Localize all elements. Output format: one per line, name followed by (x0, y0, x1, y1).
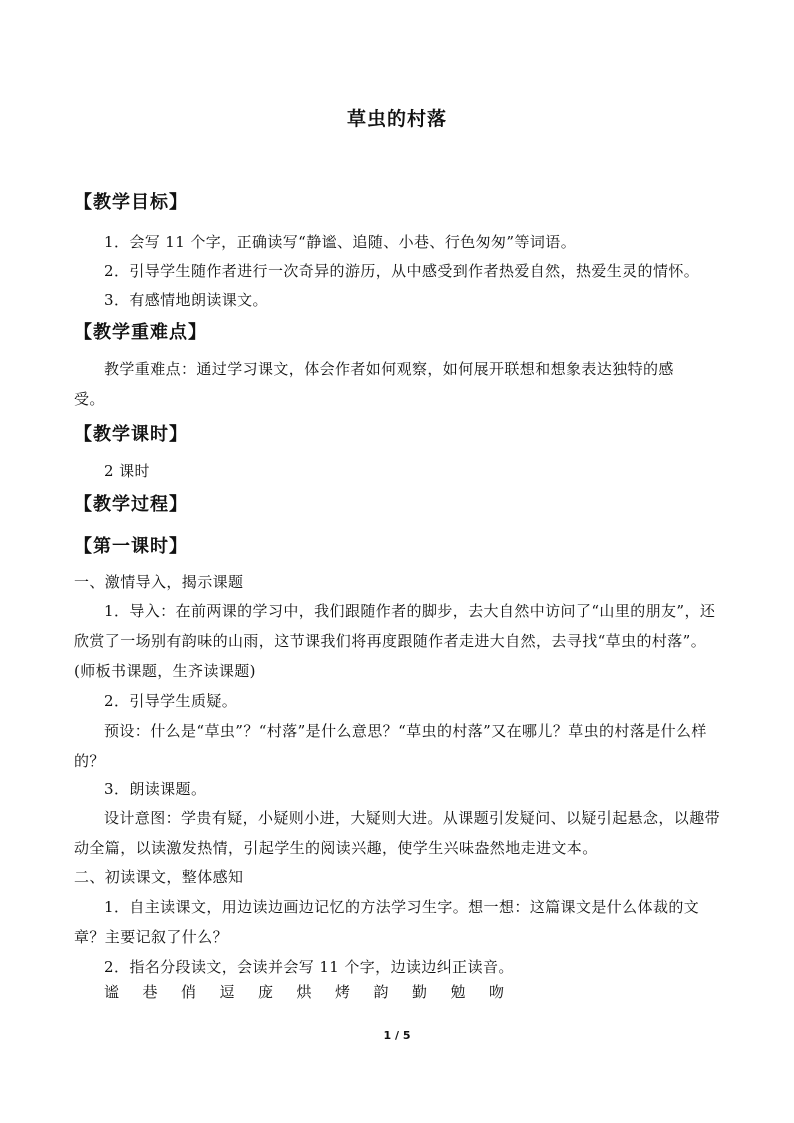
paragraph-intro: 1．导入：在前两课的学习中，我们跟随作者的脚步，去大自然中访问了“山里的朋友”，还欣赏了一场别有韵味的山雨，这节课我们将再度跟随作者走进大自然，去寻找“草虫的村落”。(师板书课题，生齐读课题) (74, 602, 716, 680)
key-points-text: 教学重难点：通过学习课文，体会作者如何观察，如何展开联想和想象表达独特的感受。 (74, 360, 674, 408)
hours-heading: 【教学课时】 (74, 424, 188, 445)
character: 勉 (450, 983, 466, 1001)
paragraph-design-intent: 设计意图：学贵有疑，小疑则小进，大疑则大进。从课题引发疑问、以疑引起悬念，以趣带动全篇，以读激发热情，引起学生的阅读兴趣，使学生兴味盎然地走进文本。 (74, 809, 721, 857)
paragraph-question: 2．引导学生质疑。 (104, 692, 238, 710)
character: 巷 (142, 983, 158, 1001)
character: 烤 (335, 983, 351, 1001)
hours-text: 2 课时 (104, 462, 150, 480)
character: 吻 (489, 983, 505, 1001)
character: 谧 (104, 983, 120, 1001)
character: 韵 (373, 983, 389, 1001)
goal-item-1: 1．会写 11 个字，正确读写“静谧、追随、小巷、行色匆匆”等词语。 (104, 233, 577, 251)
paragraph-preset: 预设：什么是“草虫”？“村落”是什么意思？“草虫的村落”又在哪儿？草虫的村落是什么样的？ (74, 722, 707, 770)
key-points-heading: 【教学重难点】 (74, 322, 207, 343)
paragraph-group-read: 2．指名分段读文，会读并会写 11 个字，边读边纠正读音。 (104, 958, 514, 976)
page-number: 1 / 5 (383, 1029, 411, 1042)
character: 庞 (258, 983, 274, 1001)
new-characters-row (104, 981, 528, 1002)
paragraph-read-title: 3．朗读课题。 (104, 780, 207, 798)
goal-item-2: 2．引导学生随作者进行一次奇异的游历，从中感受到作者热爱自然，热爱生灵的情怀。 (104, 262, 700, 280)
part2-title: 二、初读课文，整体感知 (74, 868, 244, 886)
goals-heading: 【教学目标】 (74, 192, 188, 213)
character: 俏 (181, 983, 197, 1001)
first-lesson-heading: 【第一课时】 (74, 536, 188, 557)
character: 勤 (412, 983, 428, 1001)
page-title: 草虫的村落 (346, 108, 447, 130)
character: 逗 (219, 983, 235, 1001)
goal-item-3: 3．有感情地朗读课文。 (104, 291, 268, 309)
character: 烘 (296, 983, 312, 1001)
paragraph-self-read: 1．自主读课文，用边读边画边记忆的方法学习生字。想一想：这篇课文是什么体裁的文章？主要记叙了什么？ (74, 898, 700, 946)
process-heading: 【教学过程】 (74, 494, 188, 515)
part1-title: 一、激情导入，揭示课题 (74, 573, 244, 591)
